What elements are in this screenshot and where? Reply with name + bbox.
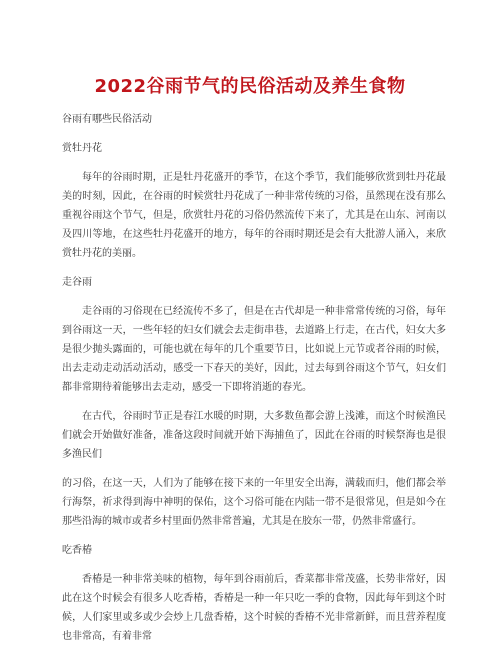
document-body xyxy=(62,110,446,656)
paragraph: 在古代，谷雨时节正是春江水暖的时期，大多数鱼都会游上浅滩，而这个时候渔民们就会开始做好准备，准备这段时间就开始下海捕鱼了，因此在谷雨的时候祭海也是很多渔民们 xyxy=(62,411,446,460)
section-heading: 谷雨有哪些民俗活动 xyxy=(62,114,152,125)
paragraph: 香椿是一种非常美味的植物，每年到谷雨前后，香菜都非常茂盛，长势非常好，因此在这个时候会有很多人吃香椿，香椿是一种一年只吃一季的食物，因此每年到这个时候，人们家里或多或少会炒上几盘香椿，这个时候的香椿不光非常新鲜，而且营养程度也非常高，有着非常 xyxy=(62,574,446,642)
section-heading: 走谷雨 xyxy=(62,277,92,288)
paragraph: 走谷雨的习俗现在已经流传不多了，但是在古代却是一种非常常传统的习俗，每年到谷雨这一天，一些年轻的妇女们就会去走街串巷，去道路上行走，在古代，妇女大多是很少抛头露面的，可能也就在每年的几个重要节日，比如说上元节或者谷雨的时候，出去走动走动活动活动，感受一下春天的美好，因此，过去每到谷雨这个节气，妇女们都非常期待着能够出去走动，感受一下即将消逝的春光。 xyxy=(62,306,446,393)
section-heading: 吃香椿 xyxy=(62,545,92,556)
paragraph-continuation: 的习俗，在这一天，人们为了能够在接下来的一年里安全出海，满载而归，他们都会举行海祭，祈求得到海中神明的保佑，这个习俗可能在内陆一带不是很常见，但是如今在那些沿海的城市或者乡村里面仍然非常普遍，尤其是在胶东一带，仍然非常盛行。 xyxy=(62,478,446,527)
page-title: 2022谷雨节气的民俗活动及养生食物 xyxy=(94,76,406,97)
paragraph: 每年的谷雨时期，正是牡丹花盛开的季节，在这个季节，我们能够欣赏到牡丹花最美的时刻，因此，在谷雨的时候赏牡丹花成了一种非常传统的习俗，虽然现在没有那么重视谷雨这个节气，但是，欣赏牡丹花的习俗仍然流传下来了，尤其是在山东、河南以及四川等地，在这些牡丹花盛开的地方，每年的谷雨时期还是会有大批游人涌入，来欣赏牡丹花的美丽。 xyxy=(62,172,446,259)
section-heading: 赏牡丹花 xyxy=(62,143,102,154)
